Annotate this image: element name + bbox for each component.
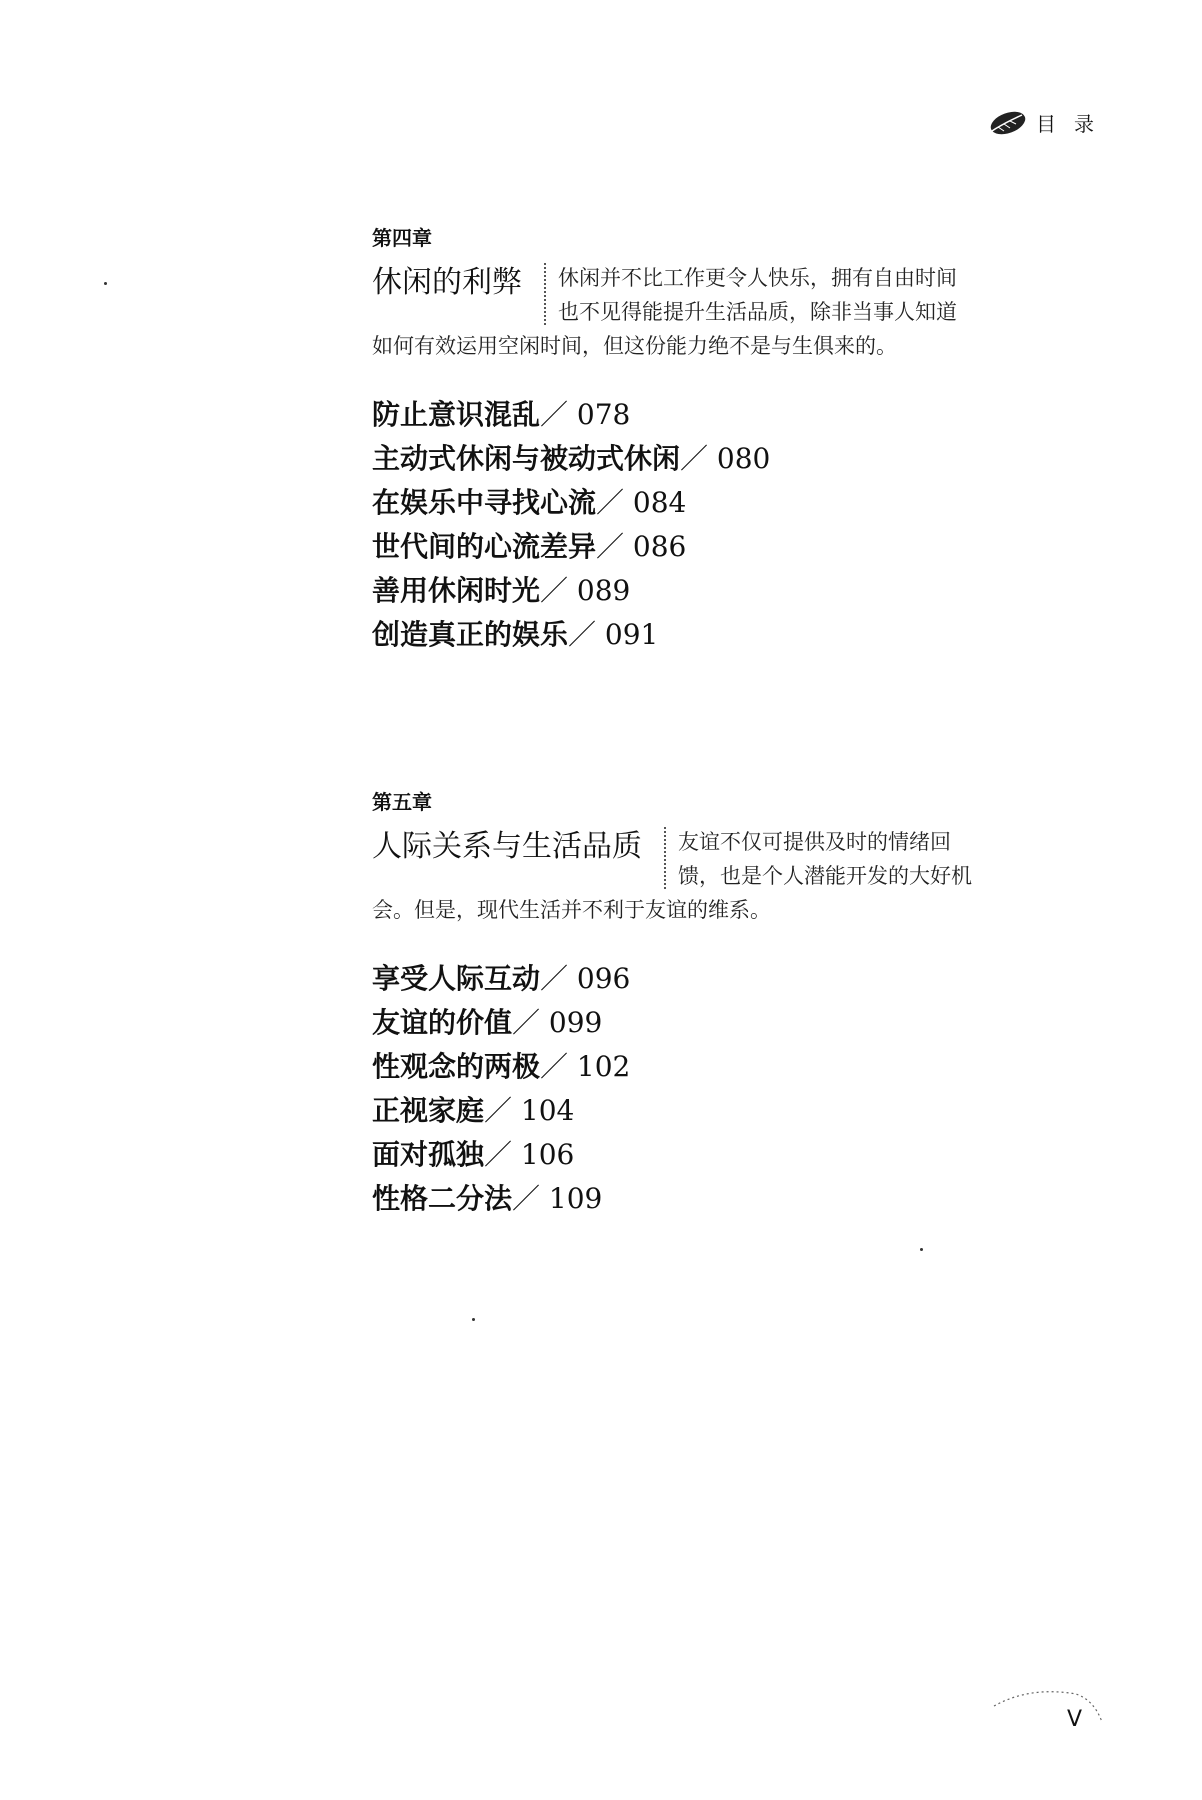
toc-entry-title: 面对孤独 [372,1138,485,1171]
toc-list [372,957,972,1221]
running-header [984,108,1112,137]
toc-entry[interactable] [372,613,972,657]
chapter-label: 第五章 [372,790,432,814]
toc-entry[interactable] [372,569,972,613]
toc-entry[interactable] [372,1177,972,1221]
toc-entry[interactable] [372,1001,972,1045]
toc-entry-title: 创造真正的娱乐 [372,618,569,651]
toc-entry[interactable] [372,957,972,1001]
scan-speck [472,1318,475,1321]
toc-entry[interactable] [372,1089,972,1133]
toc-entry-page: ／ 099 [512,1006,603,1039]
chapter-label: 第四章 [372,226,432,250]
toc-entry-page: ／ 091 [568,618,659,651]
toc-entry-page: ／ 106 [484,1138,575,1171]
toc-entry[interactable] [372,1133,972,1177]
toc-entry[interactable] [372,437,972,481]
toc-entry-page: ／ 084 [596,486,687,519]
scan-speck [920,1248,923,1251]
leaf-icon [984,109,1028,137]
toc-entry[interactable] [372,1045,972,1089]
toc-entry-page: ／ 109 [512,1182,603,1215]
page-ornament-arc [990,1680,1110,1730]
toc-list [372,393,972,657]
chapter-intro [372,261,972,363]
toc-entry[interactable] [372,525,972,569]
toc-entry-title: 防止意识混乱 [372,398,541,431]
toc-entry-title: 享受人际互动 [372,962,541,995]
toc-entry-title: 性格二分法 [372,1182,513,1215]
toc-entry-page: ／ 086 [596,530,687,563]
chapter-title: 人际关系与生活品质 [372,827,666,889]
chapter-five [372,786,972,1221]
toc-entry-title: 正视家庭 [372,1094,485,1127]
page-number: V [1066,1707,1082,1732]
chapter-title: 休闲的利弊 [372,263,546,325]
toc-entry-page: ／ 080 [680,442,771,475]
toc-entry[interactable] [372,393,972,437]
chapter-intro-text: 友谊不仅可提供及时的情绪回馈，也是个人潜能开发的大好机会。但是，现代生活并不利于友谊的维系。 [372,830,972,922]
header-label: 目录 [1036,112,1112,136]
chapter-intro [372,825,972,927]
toc-entry-title: 在娱乐中寻找心流 [372,486,597,519]
toc-entry-title: 友谊的价值 [372,1006,513,1039]
scan-speck [104,282,107,285]
toc-entry-page: ／ 104 [484,1094,575,1127]
chapter-four [372,222,972,657]
toc-entry-page: ／ 089 [540,574,631,607]
toc-entry-title: 主动式休闲与被动式休闲 [372,442,681,475]
toc-entry-title: 善用休闲时光 [372,574,541,607]
toc-entry-page: ／ 102 [540,1050,631,1083]
toc-entry-page: ／ 096 [540,962,631,995]
toc-entry-title: 世代间的心流差异 [372,530,597,563]
toc-entry[interactable] [372,481,972,525]
toc-entry-title: 性观念的两极 [372,1050,541,1083]
toc-entry-page: ／ 078 [540,398,631,431]
chapter-intro-text: 休闲并不比工作更令人快乐，拥有自由时间也不见得能提升生活品质，除非当事人知道如何有效运用空闲时间，但这份能力绝不是与生俱来的。 [372,266,957,358]
